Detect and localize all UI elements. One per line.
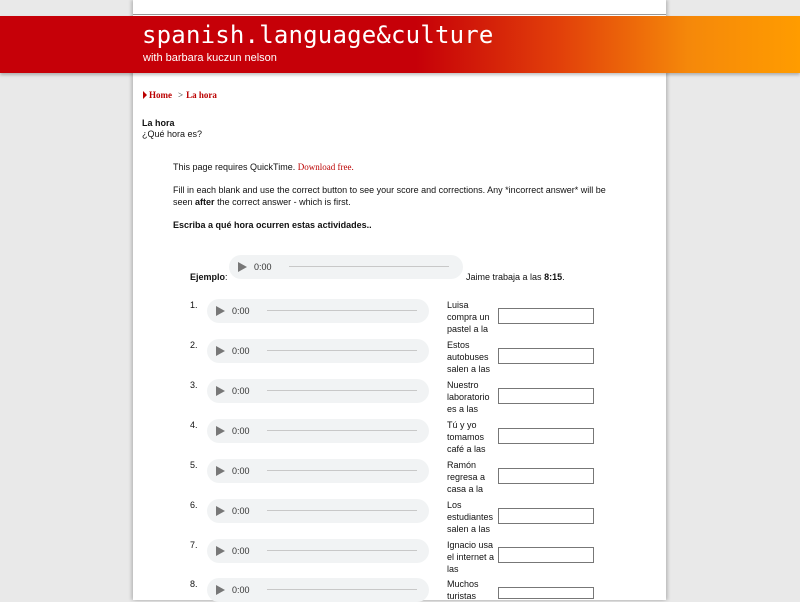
play-icon[interactable] — [216, 426, 225, 436]
play-icon[interactable] — [238, 262, 247, 272]
audio-progress-track[interactable] — [267, 510, 417, 511]
audio-progress-track[interactable] — [267, 350, 417, 351]
example-period: . — [562, 272, 565, 282]
play-icon[interactable] — [216, 386, 225, 396]
audio-player[interactable] — [207, 539, 429, 563]
answer-input[interactable] — [498, 587, 594, 599]
audio-player[interactable] — [207, 499, 429, 523]
item-sentence: Tú y yo tomamos café a las — [447, 420, 486, 454]
instructions-text-end: the correct answer - which is first. — [217, 197, 351, 207]
item-sentence: Luisa compra un pastel a la — [447, 300, 490, 334]
instructions-text: Fill in each blank and use the correct button to see your score and corrections. Any *incorrect answer* will be seen — [173, 185, 606, 207]
audio-time: 0:00 — [232, 466, 250, 476]
quicktime-text: This page requires QuickTime. — [173, 162, 296, 172]
play-icon[interactable] — [216, 346, 225, 356]
audio-time: 0:00 — [232, 546, 250, 556]
audio-progress-track[interactable] — [267, 589, 417, 590]
audio-progress-track[interactable] — [267, 550, 417, 551]
answer-input[interactable] — [498, 388, 594, 404]
example-audio-player[interactable] — [229, 255, 463, 279]
audio-progress-track[interactable] — [267, 390, 417, 391]
item-number: 8. — [190, 579, 198, 589]
item-sentence: Muchos turistas — [447, 579, 479, 601]
audio-time: 0:00 — [232, 386, 250, 396]
item-sentence: Ramón regresa a casa a la — [447, 460, 486, 494]
item-number: 6. — [190, 500, 198, 510]
audio-player[interactable] — [207, 379, 429, 403]
audio-time: 0:00 — [232, 426, 250, 436]
breadcrumb-separator: > — [178, 90, 184, 100]
top-divider — [133, 14, 666, 15]
item-number: 1. — [190, 300, 198, 310]
instructions-emphasis: after — [195, 197, 215, 207]
audio-progress-track[interactable] — [267, 470, 417, 471]
audio-time: 0:00 — [232, 306, 250, 316]
example-label-text: Ejemplo — [190, 272, 226, 282]
breadcrumb-home-link[interactable]: Home — [149, 90, 172, 100]
audio-time: 0:00 — [254, 262, 272, 272]
item-sentence: Ignacio usa el internet a las — [447, 540, 495, 574]
exercise-prompt: Escriba a qué hora ocurren estas actividades.. — [173, 220, 372, 230]
triangle-right-icon — [143, 91, 147, 99]
audio-player[interactable] — [207, 459, 429, 483]
item-number: 2. — [190, 340, 198, 350]
example-sentence — [466, 272, 565, 282]
lesson-title: La hora — [142, 118, 175, 128]
answer-input[interactable] — [498, 308, 594, 324]
audio-time: 0:00 — [232, 506, 250, 516]
audio-progress-track[interactable] — [267, 430, 417, 431]
audio-time: 0:00 — [232, 585, 250, 595]
example-sentence-text: Jaime trabaja a las — [466, 272, 542, 282]
item-number: 7. — [190, 540, 198, 550]
item-sentence: Los estudiantes salen a las — [447, 500, 494, 534]
play-icon[interactable] — [216, 306, 225, 316]
play-icon[interactable] — [216, 506, 225, 516]
answer-input[interactable] — [498, 508, 594, 524]
lesson-subtitle: ¿Qué hora es? — [142, 129, 203, 139]
example-colon: : — [225, 272, 228, 282]
audio-player[interactable] — [207, 339, 429, 363]
download-link[interactable]: Download free. — [297, 162, 354, 172]
site-subtitle: with barbara kuczun nelson — [143, 52, 277, 64]
example-answer: 8:15 — [544, 272, 563, 282]
audio-time: 0:00 — [232, 346, 250, 356]
answer-input[interactable] — [498, 348, 594, 364]
answer-input[interactable] — [498, 468, 594, 484]
site-title: spanish.language&culture — [142, 21, 494, 49]
answer-input[interactable] — [498, 428, 594, 444]
audio-player[interactable] — [207, 419, 429, 443]
breadcrumb-current-link[interactable]: La hora — [186, 90, 217, 100]
item-sentence: Nuestro laboratorio es a las — [447, 380, 490, 414]
play-icon[interactable] — [216, 585, 225, 595]
audio-progress-track[interactable] — [289, 266, 449, 267]
example-label — [190, 272, 228, 282]
item-number: 5. — [190, 460, 198, 470]
item-sentence: Estos autobuses salen a las — [447, 340, 491, 374]
audio-progress-track[interactable] — [267, 310, 417, 311]
quicktime-notice — [173, 162, 354, 172]
audio-player[interactable] — [207, 578, 429, 602]
play-icon[interactable] — [216, 466, 225, 476]
audio-player[interactable] — [207, 299, 429, 323]
item-number: 3. — [190, 380, 198, 390]
answer-input[interactable] — [498, 547, 594, 563]
item-number: 4. — [190, 420, 198, 430]
play-icon[interactable] — [216, 546, 225, 556]
breadcrumb — [143, 90, 217, 100]
instructions — [173, 184, 613, 208]
